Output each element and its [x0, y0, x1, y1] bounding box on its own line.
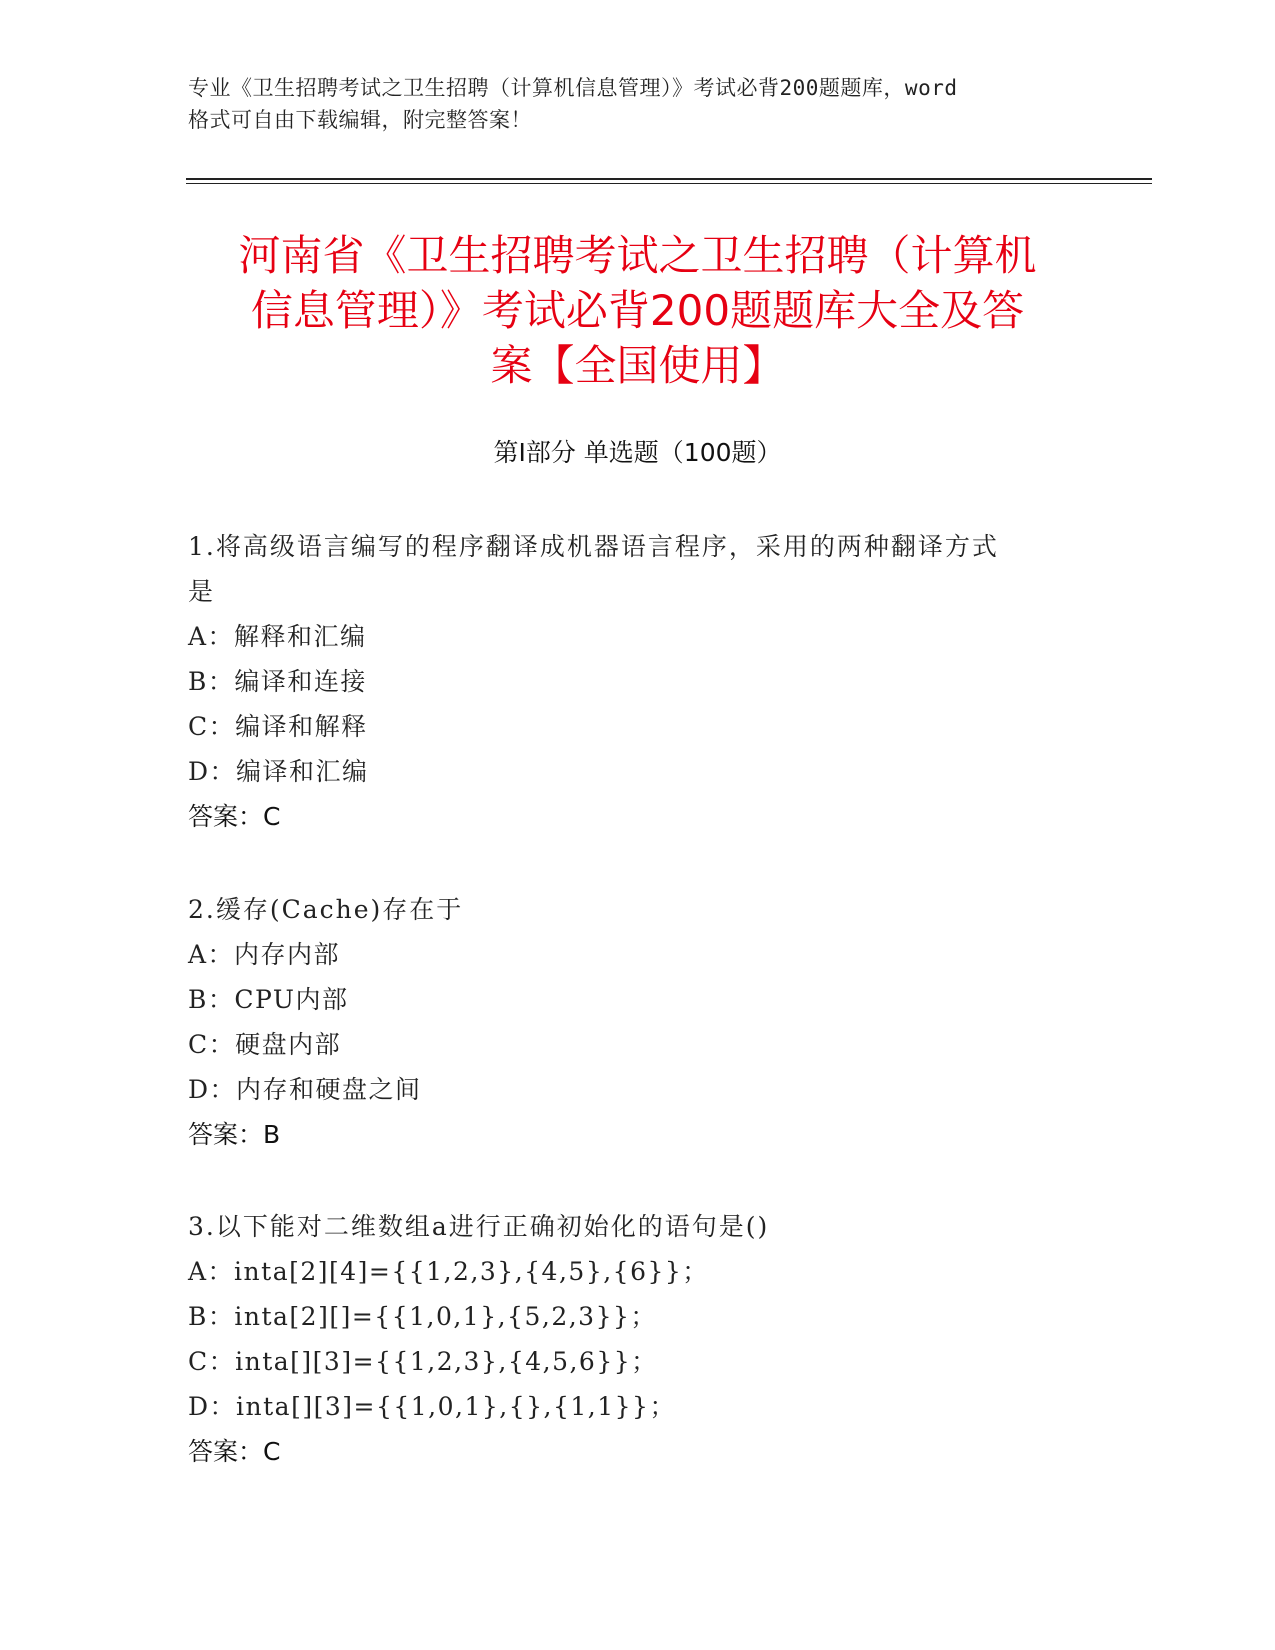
question-stem-continued: 是 [188, 577, 216, 606]
header-divider-thick [186, 178, 1152, 180]
option-b: B：inta[2][]={{1,0,1},{5,2,3}}； [188, 1302, 657, 1331]
document-title-line-3: 案【全国使用】 [490, 341, 785, 390]
document-title-line-2: 信息管理）》考试必背200题题库大全及答 [250, 286, 1025, 335]
question-stem: 2.缓存(Cache)存在于 [188, 895, 464, 924]
question-stem: 3.以下能对二维数组a进行正确初始化的语句是() [188, 1212, 770, 1241]
option-b: B：编译和连接 [188, 667, 367, 696]
option-d: D：inta[][3]={{1,0,1},{},{1,1}}； [188, 1392, 676, 1421]
section-title: 第Ⅰ部分 单选题（100题） [493, 438, 782, 467]
question-3 [188, 1204, 1088, 1474]
question-stem: 1.将高级语言编写的程序翻译成机器语言程序，采用的两种翻译方式 [188, 532, 999, 561]
document-title [180, 228, 1095, 393]
document-title-line-1: 河南省《卫生招聘考试之卫生招聘（计算机 [238, 231, 1037, 280]
option-a: A：内存内部 [188, 940, 341, 969]
option-a: A：解释和汇编 [188, 622, 367, 651]
header-note [188, 72, 1088, 136]
question-1 [188, 524, 1088, 839]
answer: 答案：B [188, 1120, 281, 1149]
option-a: A：inta[2][4]={{1,2,3},{4,5},{6}}； [188, 1257, 709, 1286]
header-note-line-2: 格式可自由下载编辑，附完整答案！ [188, 108, 532, 132]
header-divider-thin [186, 183, 1152, 184]
answer: 答案：C [188, 802, 281, 831]
option-c: C：inta[][3]={{1,2,3},{4,5,6}}； [188, 1347, 658, 1376]
question-2 [188, 887, 1088, 1157]
option-c: C：编译和解释 [188, 712, 368, 741]
option-b: B：CPU内部 [188, 985, 349, 1014]
header-note-line-1: 专业《卫生招聘考试之卫生招聘（计算机信息管理）》考试必背200题题库，word [188, 76, 958, 100]
option-d: D：内存和硬盘之间 [188, 1075, 422, 1104]
option-d: D：编译和汇编 [188, 757, 369, 786]
answer: 答案：C [188, 1437, 281, 1466]
option-c: C：硬盘内部 [188, 1030, 342, 1059]
